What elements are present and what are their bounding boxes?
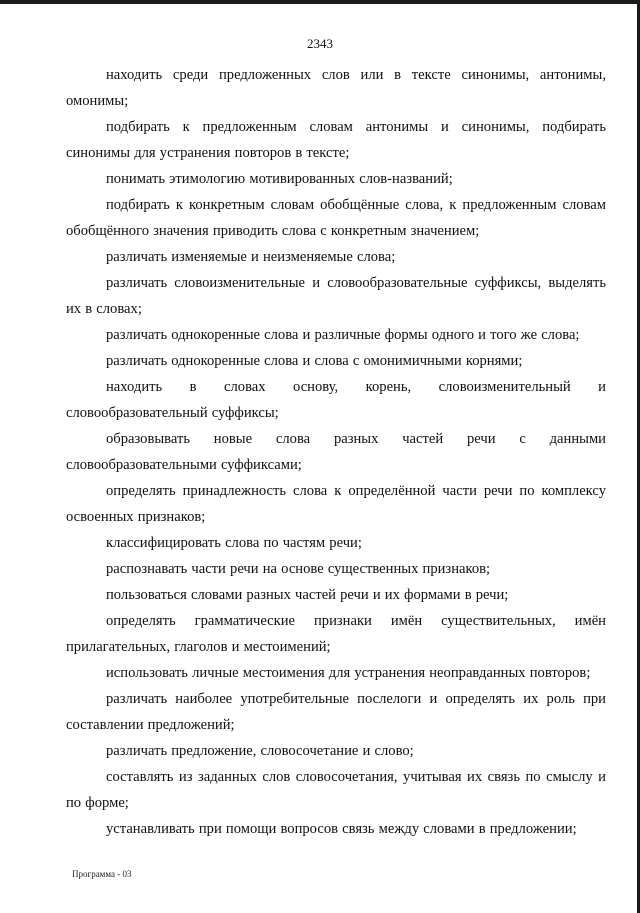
page-number: 2343	[307, 36, 333, 51]
paragraph: различать однокоренные слова и различные формы одного и того же слова;	[106, 327, 580, 343]
document-body	[66, 62, 606, 842]
paragraph: различать наиболее употребительные послелоги и определять их роль при составлении предложений;	[66, 691, 606, 733]
paragraph: образовывать новые слова разных частей речи с данными словообразовательными суффиксами;	[66, 431, 606, 473]
paragraph: устанавливать при помощи вопросов связь между словами в предложении;	[106, 821, 577, 837]
page-edge-top	[0, 0, 640, 4]
footer-label: Программа - 03	[72, 869, 132, 879]
paragraph: понимать этимологию мотивированных слов-названий;	[106, 171, 453, 187]
paragraph: различать изменяемые и неизменяемые слова;	[106, 249, 396, 265]
paragraph: подбирать к предложенным словам антонимы и синонимы, подбирать синонимы для устранения повторов в тексте;	[66, 119, 606, 161]
paragraph: классифицировать слова по частям речи;	[106, 535, 362, 551]
paragraph: использовать личные местоимения для устранения неоправданных повторов;	[106, 665, 591, 681]
paragraph: определять грамматические признаки имён существительных, имён прилагательных, глаголов и местоимений;	[66, 613, 606, 655]
paragraph: пользоваться словами разных частей речи и их формами в речи;	[106, 587, 509, 603]
paragraph: определять принадлежность слова к определённой части речи по комплексу освоенных признаков;	[66, 483, 606, 525]
paragraph: различать однокоренные слова и слова с омонимичными корнями;	[106, 353, 523, 369]
paragraph: находить среди предложенных слов или в тексте синонимы, антонимы, омонимы;	[66, 67, 606, 109]
paragraph: различать словоизменительные и словообразовательные суффиксы, выделять их в словах;	[66, 275, 606, 317]
paragraph: распознавать части речи на основе существенных признаков;	[106, 561, 491, 577]
paragraph: подбирать к конкретным словам обобщённые слова, к предложенным словам обобщённого значения приводить слова с конкретным значением;	[66, 197, 606, 239]
paragraph: различать предложение, словосочетание и слово;	[106, 743, 414, 759]
paragraph: находить в словах основу, корень, словоизменительный и словообразовательный суффиксы;	[66, 379, 606, 421]
paragraph: составлять из заданных слов словосочетания, учитывая их связь по смыслу и по форме;	[66, 769, 606, 811]
